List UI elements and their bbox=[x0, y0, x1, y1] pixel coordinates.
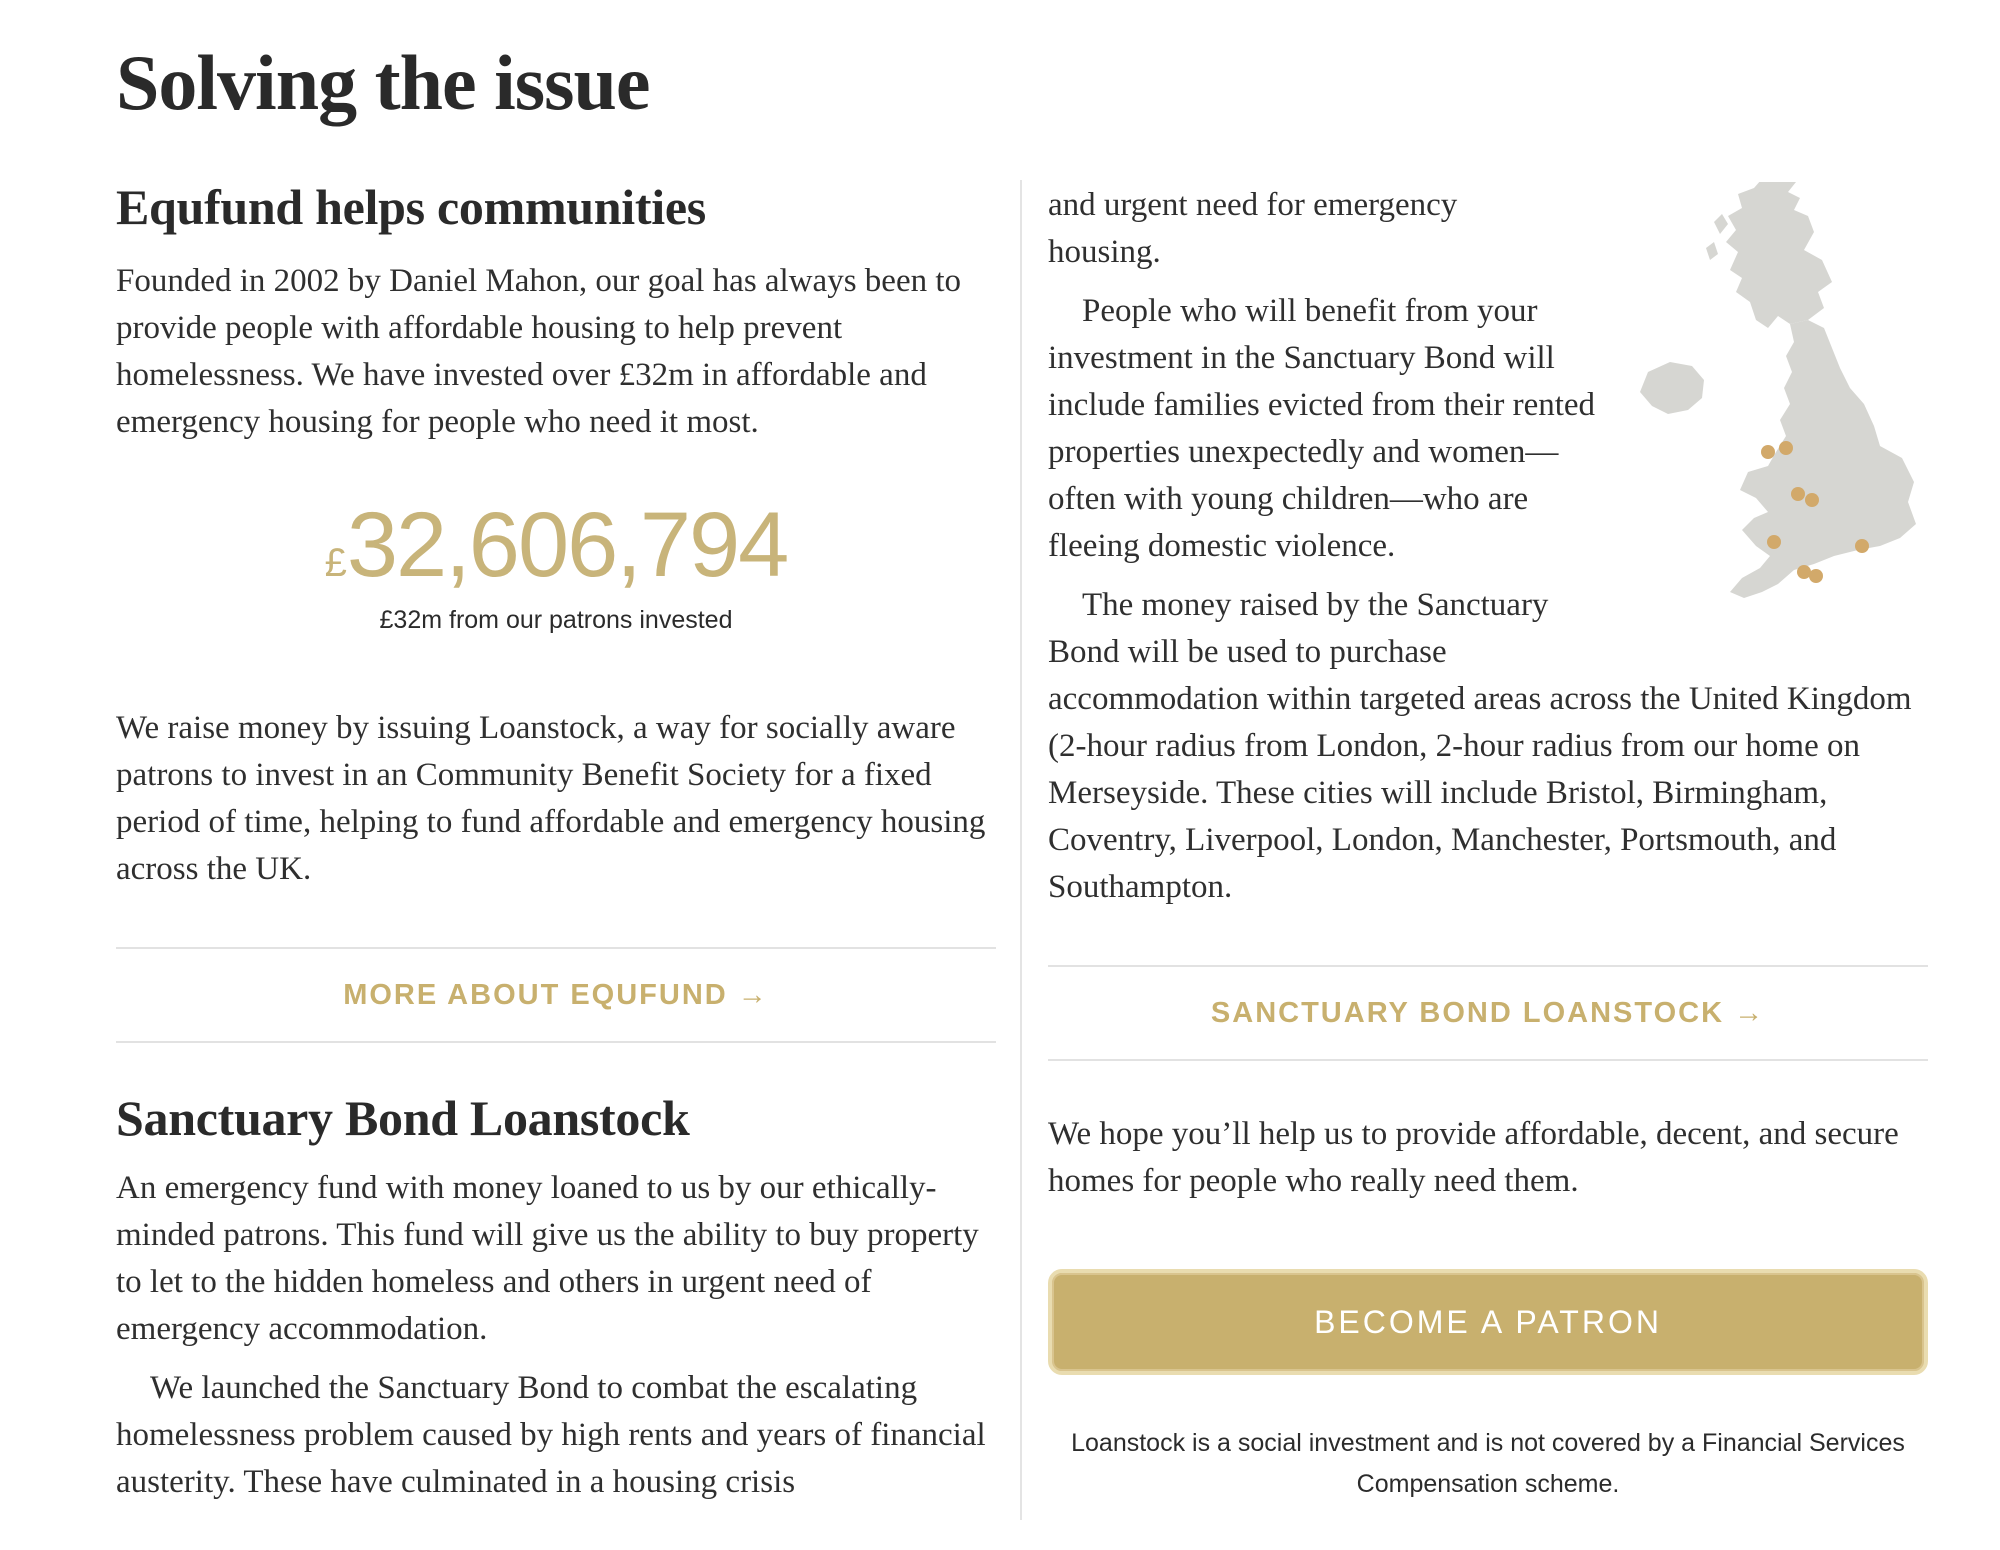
become-a-patron-button[interactable] bbox=[1048, 1269, 1928, 1375]
more-about-equfund-link[interactable]: MORE ABOUT EQUFUND → bbox=[343, 978, 769, 1011]
sanctuary-bond-section bbox=[116, 1089, 996, 1506]
map-northern-ireland bbox=[1640, 362, 1704, 414]
right-continued-para: and urgent need for emergency housing. bbox=[1048, 187, 1458, 270]
loanstock-explainer: We raise money by issuing Loanstock, a way for socially aware patrons to invest in an Community Benefit Society for a fixed period of time, helping to fund affordable and emergency housing across the UK. bbox=[116, 710, 986, 887]
map-dot-london bbox=[1855, 539, 1869, 553]
map-england-wales bbox=[1730, 320, 1916, 598]
page-title: Solving the issue bbox=[116, 39, 650, 126]
more-about-equfund-row bbox=[116, 947, 996, 1043]
equfund-section bbox=[116, 178, 996, 1043]
map-dot-liverpool bbox=[1761, 445, 1775, 459]
uk-map-icon bbox=[1618, 182, 1928, 632]
beneficiaries-para: People who will benefit from your investment in the Sanctuary Bond will include families evicted from their rented properties unexpectedly and women—often with young children—who are fleeing domestic violence. bbox=[1048, 293, 1596, 564]
loanstock-disclaimer: Loanstock is a social investment and is not covered by a Financial Services Compensation scheme. bbox=[1071, 1429, 1905, 1498]
right-column bbox=[1048, 182, 1928, 1505]
map-scotland bbox=[1726, 182, 1832, 328]
map-dot-southampton bbox=[1797, 565, 1811, 579]
sanctuary-bond-para1: An emergency fund with money loaned to us by our ethically-minded patrons. This fund will give us the ability to buy property to let to the hidden homeless and others in urgent need of emergency accommodation. bbox=[116, 1170, 979, 1347]
map-dot-portsmouth bbox=[1809, 569, 1823, 583]
become-a-patron-label: BECOME A PATRON bbox=[1314, 1303, 1662, 1340]
left-column bbox=[116, 178, 996, 1506]
sanctuary-bond-link-row bbox=[1048, 965, 1928, 1061]
investment-counter bbox=[116, 490, 996, 600]
uk-map bbox=[1618, 182, 1928, 632]
map-dot-manchester bbox=[1779, 441, 1793, 455]
map-dot-bristol bbox=[1767, 535, 1781, 549]
sanctuary-bond-loanstock-link[interactable]: SANCTUARY BOND LOANSTOCK → bbox=[1210, 996, 1766, 1029]
sanctuary-bond-para2: We launched the Sanctuary Bond to combat the escalating homelessness problem caused by high rents and years of financial austerity. These have culminated in a housing crisis bbox=[116, 1370, 986, 1500]
counter-label: £32m from our patrons invested bbox=[379, 606, 733, 634]
map-dot-birmingham bbox=[1791, 487, 1805, 501]
equfund-heading: Equfund helps communities bbox=[116, 179, 706, 235]
money-raised-para: The money raised by the Sanctuary Bond will be used to purchase accommodation within targeted areas across the United Kingdom (2-hour radius from London, 2-hour radius from our home on Merseyside. These cities will include Bristol, Birmingham, Coventry, Liverpool, London, Manchester, Portsmouth, and Southampton. bbox=[1048, 587, 1912, 905]
counter-currency: £ bbox=[324, 541, 347, 585]
equfund-intro: Founded in 2002 by Daniel Mahon, our goal has always been to provide people with affordable housing to help prevent homelessness. We have invested over £32m in affordable and emergency housing for people who need it most. bbox=[116, 263, 962, 440]
map-dot-coventry bbox=[1805, 493, 1819, 507]
text-with-map bbox=[1048, 182, 1928, 911]
column-divider bbox=[1020, 180, 1022, 1520]
counter-amount: 32,606,794 bbox=[346, 494, 788, 596]
hope-para: We hope you’ll help us to provide affordable, decent, and secure homes for people who really need them. bbox=[1048, 1116, 1899, 1199]
sanctuary-bond-heading: Sanctuary Bond Loanstock bbox=[116, 1090, 690, 1146]
